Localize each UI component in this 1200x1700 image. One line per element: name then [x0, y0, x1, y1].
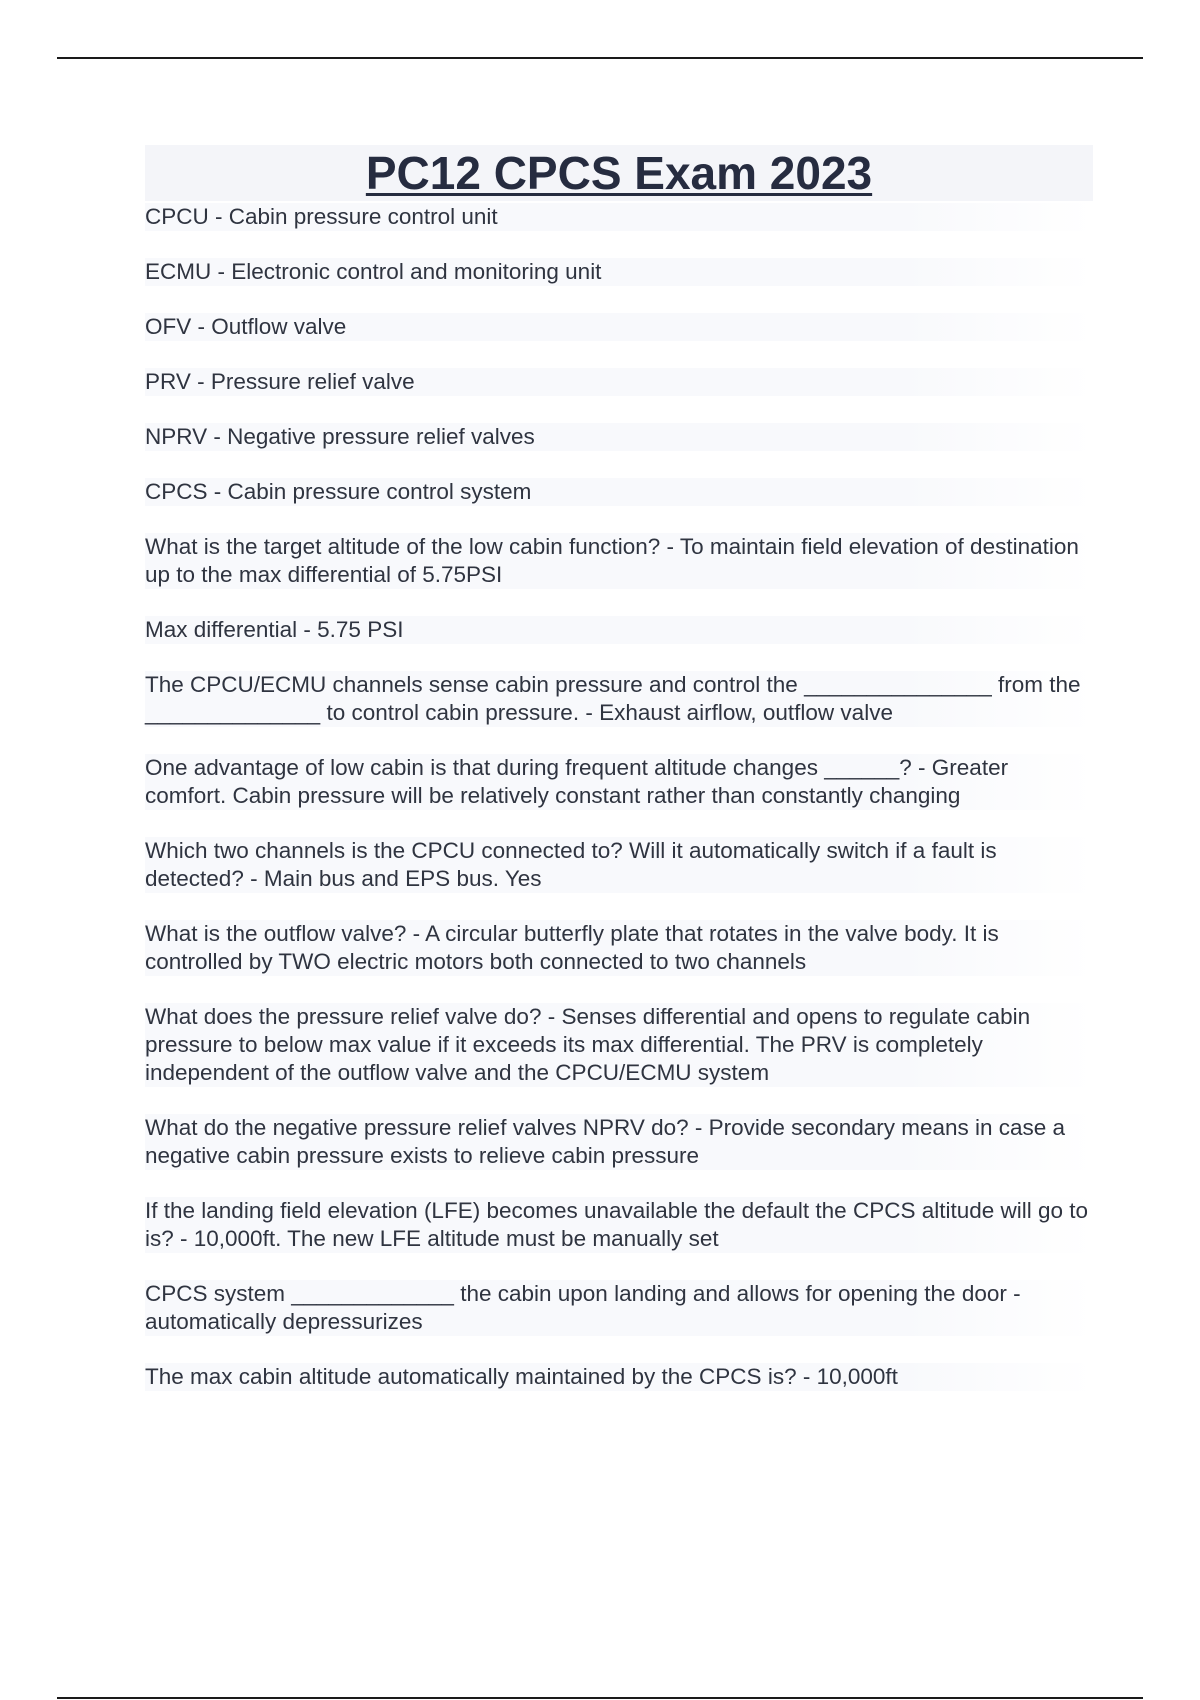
- qa-item: What do the negative pressure relief valves NPRV do? - Provide secondary means in case a negative cabin pressure exists to relieve cabin pressure: [145, 1114, 1093, 1170]
- qa-item: What is the outflow valve? - A circular butterfly plate that rotates in the valve body. It is controlled by TWO electric motors both connected to two channels: [145, 920, 1093, 976]
- qa-item: CPCU - Cabin pressure control unit: [145, 203, 1093, 231]
- qa-item: PRV - Pressure relief valve: [145, 368, 1093, 396]
- qa-item: What does the pressure relief valve do? - Senses differential and opens to regulate cabin pressure to below max value if it exceeds its max differential. The PRV is completely independent of the outflow valve and the CPCU/ECMU system: [145, 1003, 1093, 1087]
- qa-item: Which two channels is the CPCU connected to? Will it automatically switch if a fault is detected? - Main bus and EPS bus. Yes: [145, 837, 1093, 893]
- qa-item: If the landing field elevation (LFE) becomes unavailable the default the CPCS altitude will go to is? - 10,000ft. The new LFE altitude must be manually set: [145, 1197, 1093, 1253]
- qa-item: NPRV - Negative pressure relief valves: [145, 423, 1093, 451]
- title-bar: [145, 145, 1093, 201]
- top-divider: [57, 57, 1143, 59]
- qa-item: Max differential - 5.75 PSI: [145, 616, 1093, 644]
- qa-item: ECMU - Electronic control and monitoring unit: [145, 258, 1093, 286]
- qa-list: [145, 203, 1093, 1391]
- qa-item: The max cabin altitude automatically maintained by the CPCS is? - 10,000ft: [145, 1363, 1093, 1391]
- qa-item: What is the target altitude of the low cabin function? - To maintain field elevation of destination up to the max differential of 5.75PSI: [145, 533, 1093, 589]
- qa-item: The CPCU/ECMU channels sense cabin pressure and control the _______________ from the ______________ to control cabin pressure. - Exhaust airflow, outflow valve: [145, 671, 1093, 727]
- qa-item: CPCS system _____________ the cabin upon landing and allows for opening the door - automatically depressurizes: [145, 1280, 1093, 1336]
- document-title: PC12 CPCS Exam 2023: [365, 147, 873, 199]
- bottom-divider: [57, 1697, 1143, 1699]
- qa-item: OFV - Outflow valve: [145, 313, 1093, 341]
- document-body: [145, 145, 1093, 1418]
- qa-item: CPCS - Cabin pressure control system: [145, 478, 1093, 506]
- qa-item: One advantage of low cabin is that during frequent altitude changes ______? - Greater comfort. Cabin pressure will be relatively constant rather than constantly changing: [145, 754, 1093, 810]
